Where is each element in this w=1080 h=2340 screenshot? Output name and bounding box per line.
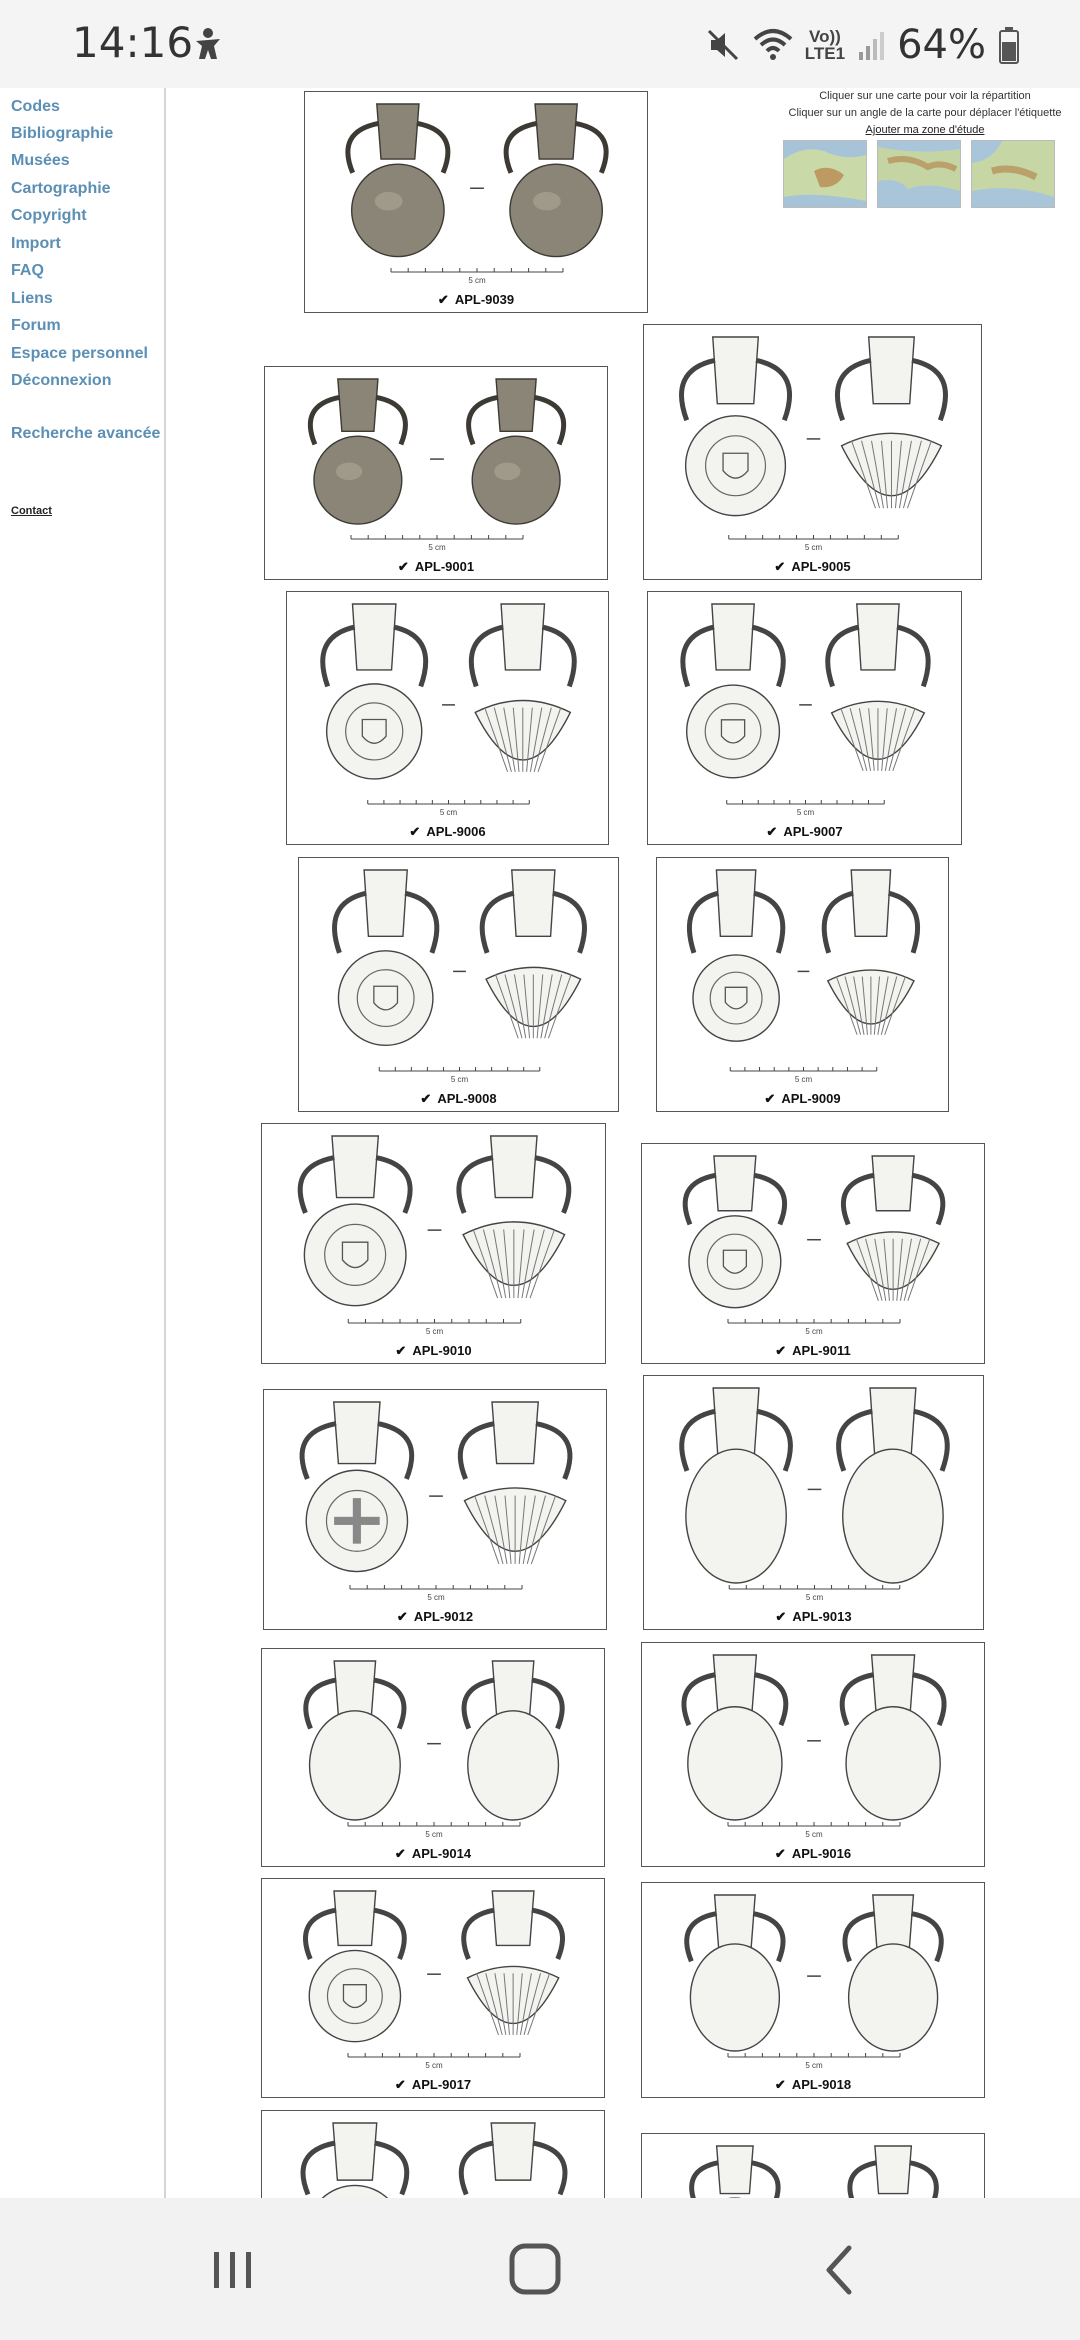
ampoule-image — [262, 1879, 606, 2099]
ampoule-image — [262, 1649, 606, 1868]
scale-bar — [368, 800, 530, 817]
ampoule-drawing — [687, 1895, 783, 2051]
card-code: APL-9012 — [413, 1609, 474, 1624]
ampoule-drawing — [305, 1891, 404, 2042]
battery-icon — [998, 26, 1020, 64]
scale-label: 5 cm — [796, 808, 815, 817]
scale-label: 5 cm — [425, 2061, 443, 2070]
ampoule-card[interactable] — [643, 1375, 984, 1630]
battery-percent: 64% — [897, 22, 986, 68]
ampoule-drawing — [681, 337, 789, 516]
card-code: APL-9011 — [792, 1343, 851, 1358]
scale-bar — [348, 1319, 521, 1336]
ampoule-card[interactable] — [264, 366, 608, 580]
checkmark-icon: ✔ — [775, 1343, 787, 1358]
checkmark-icon: ✔ — [396, 1609, 408, 1624]
ampoule-image — [642, 1144, 986, 1365]
ampoule-drawing — [506, 104, 606, 257]
checkmark-icon: ✔ — [774, 2077, 786, 2092]
ampoule-drawing — [302, 1402, 412, 1572]
ampoule-drawing — [828, 604, 928, 771]
scale-label: 5 cm — [805, 1830, 823, 1839]
checkmark-icon: ✔ — [409, 824, 421, 839]
ampoule-image — [644, 325, 983, 581]
checkmark-icon: ✔ — [394, 1846, 406, 1861]
ampoule-drawing — [323, 604, 426, 779]
scale-label: 5 cm — [427, 1593, 445, 1602]
ampoule-image — [305, 92, 649, 314]
card-code: APL-9008 — [437, 1091, 497, 1106]
ampoule-card[interactable] — [656, 857, 949, 1112]
ampoule-drawing — [842, 1655, 944, 1820]
sidebar-item-deconnexion[interactable]: Déconnexion — [11, 372, 112, 389]
sidebar-item-copyright[interactable]: Copyright — [11, 207, 87, 224]
card-code-label[interactable] — [644, 1609, 983, 1625]
map-instructions — [770, 88, 1080, 139]
sidebar-item-import[interactable]: Import — [11, 235, 61, 252]
ampoule-drawing — [845, 1895, 941, 2051]
scale-bar — [730, 1067, 877, 1084]
ampoule-card[interactable] — [643, 324, 982, 580]
mute-icon — [705, 27, 741, 63]
card-code-label[interactable] — [262, 1343, 605, 1359]
sidebar-item-codes[interactable]: Codes — [11, 98, 60, 115]
scale-bar — [350, 1585, 522, 1602]
accessibility-icon — [190, 26, 226, 62]
card-code: APL-9001 — [414, 559, 475, 574]
scale-bar — [728, 1822, 900, 1839]
ampoule-card[interactable] — [261, 1123, 606, 1364]
card-code: APL-9016 — [791, 1846, 852, 1861]
ampoule-drawing — [459, 1136, 569, 1298]
map-thumbnail-europe[interactable] — [877, 140, 961, 208]
home-icon[interactable] — [500, 2238, 570, 2302]
scale-label: 5 cm — [805, 2061, 823, 2070]
sidebar-item-forum[interactable]: Forum — [11, 317, 61, 334]
scale-bar — [727, 800, 885, 817]
scale-label: 5 cm — [439, 808, 458, 817]
map-instruction-line: Cliquer sur une carte pour voir la répartition — [819, 90, 1031, 102]
ampoule-image — [642, 1883, 986, 2099]
sidebar-item-espace-personnel[interactable]: Espace personnel — [11, 345, 148, 362]
clock: 14:16 — [72, 18, 194, 67]
scale-label: 5 cm — [805, 1593, 824, 1602]
ampoule-drawing — [464, 1661, 562, 1820]
checkmark-icon: ✔ — [437, 292, 449, 307]
ampoule-drawing — [460, 1402, 570, 1564]
ampoule-drawing — [306, 1661, 404, 1820]
ampoule-card[interactable] — [304, 91, 648, 313]
card-code-label[interactable] — [642, 2077, 984, 2093]
map-instruction-line: Cliquer sur un angle de la carte pour déplacer l'étiquette — [788, 107, 1062, 119]
ampoule-image — [262, 1124, 607, 1365]
ampoule-drawing — [348, 104, 448, 257]
scale-label: 5 cm — [450, 1075, 469, 1084]
ampoule-image — [264, 1390, 608, 1631]
network-indicator: Vo)) LTE1 — [804, 27, 846, 63]
checkmark-icon: ✔ — [774, 559, 786, 574]
scale-bar — [351, 535, 523, 552]
ampoule-drawing — [839, 1388, 948, 1583]
scale-label: 5 cm — [804, 543, 823, 552]
ampoule-image — [642, 1643, 986, 1868]
card-code: APL-9014 — [411, 1846, 472, 1861]
card-code: APL-9013 — [792, 1609, 852, 1624]
scale-label: 5 cm — [805, 1327, 823, 1336]
card-code-label[interactable] — [657, 1091, 948, 1107]
card-code-label[interactable] — [262, 2077, 604, 2093]
card-code-label[interactable] — [287, 824, 608, 840]
ampoule-card[interactable] — [641, 1882, 985, 2098]
recent-apps-icon[interactable] — [198, 2238, 268, 2302]
card-code: APL-9005 — [791, 559, 851, 574]
ampoule-card[interactable] — [641, 1143, 985, 1364]
sidebar-item-faq[interactable]: FAQ — [11, 262, 44, 279]
card-code-label[interactable] — [642, 1343, 984, 1359]
ampoule-drawing — [300, 1136, 410, 1306]
ampoule-card[interactable] — [641, 1642, 985, 1867]
ampoule-image — [648, 592, 963, 846]
card-code: APL-9017 — [411, 2077, 472, 2092]
card-code-label[interactable] — [264, 1609, 606, 1625]
scale-bar — [348, 1822, 520, 1839]
back-icon[interactable] — [805, 2238, 875, 2302]
status-bar — [0, 0, 1080, 88]
add-study-zone-link[interactable]: Ajouter ma zone d'étude — [865, 124, 985, 136]
card-code-label[interactable] — [642, 1846, 984, 1862]
scale-label: 5 cm — [428, 543, 446, 552]
ampoule-card[interactable] — [261, 1878, 605, 2098]
ampoule-card[interactable] — [286, 591, 609, 845]
signal-icon — [857, 28, 885, 62]
scale-bar — [348, 2053, 520, 2070]
ampoule-drawing — [684, 1655, 786, 1820]
card-code: APL-9009 — [781, 1091, 841, 1106]
ampoule-drawing — [837, 337, 945, 508]
scale-bar — [728, 2053, 900, 2070]
checkmark-icon: ✔ — [394, 2077, 406, 2092]
ampoule-drawing — [464, 1891, 563, 2035]
sidebar-item-bibliographie[interactable]: Bibliographie — [11, 125, 114, 142]
ampoule-card[interactable] — [261, 1648, 605, 1867]
ampoule-drawing — [310, 379, 405, 524]
ampoule-drawing — [843, 1156, 942, 1301]
advanced-search-link[interactable]: Recherche avancée — [11, 425, 161, 442]
card-code-label[interactable] — [265, 559, 607, 575]
ampoule-image — [265, 367, 609, 581]
checkmark-icon: ✔ — [764, 1091, 776, 1106]
scale-label: 5 cm — [425, 1830, 443, 1839]
sidebar-item-liens[interactable]: Liens — [11, 290, 53, 307]
scale-label: 5 cm — [425, 1327, 444, 1336]
card-code: APL-9006 — [426, 824, 486, 839]
map-thumbnail-france[interactable] — [783, 140, 867, 208]
ampoule-image — [657, 858, 950, 1113]
ampoule-drawing — [683, 604, 783, 778]
scale-label: 5 cm — [794, 1075, 813, 1084]
card-code-label[interactable] — [262, 1846, 604, 1862]
ampoule-drawing — [335, 870, 437, 1045]
scale-bar — [391, 268, 563, 285]
scale-bar — [728, 1319, 900, 1336]
checkmark-icon: ✔ — [766, 824, 778, 839]
ampoule-image — [644, 1376, 985, 1631]
card-code-label[interactable] — [644, 559, 981, 575]
ampoule-card[interactable] — [263, 1389, 607, 1630]
navigation-bar — [0, 2198, 1080, 2340]
ampoule-drawing — [689, 870, 782, 1041]
checkmark-icon: ✔ — [395, 1343, 407, 1358]
scale-bar — [729, 535, 899, 552]
ampoule-image — [299, 858, 620, 1113]
card-code-label[interactable] — [299, 1091, 618, 1107]
card-code-label[interactable] — [305, 292, 647, 308]
sidebar-item-cartographie[interactable]: Cartographie — [11, 180, 111, 197]
ampoule-card[interactable] — [647, 591, 962, 845]
card-code: APL-9007 — [783, 824, 843, 839]
ampoule-drawing — [682, 1388, 791, 1583]
sidebar-item-musees[interactable]: Musées — [11, 152, 70, 169]
scale-bar — [729, 1585, 900, 1602]
ampoule-drawing — [469, 379, 564, 524]
checkmark-icon: ✔ — [397, 559, 409, 574]
map-thumbnail-west-europe[interactable] — [971, 140, 1055, 208]
scale-bar — [379, 1067, 540, 1084]
ampoule-drawing — [685, 1156, 784, 1308]
checkmark-icon: ✔ — [774, 1846, 786, 1861]
contact-link[interactable]: Contact — [11, 505, 52, 517]
checkmark-icon: ✔ — [420, 1091, 432, 1106]
card-code-label[interactable] — [648, 824, 961, 840]
ampoule-drawing — [482, 870, 584, 1038]
map-thumbnails — [783, 140, 1055, 208]
checkmark-icon: ✔ — [775, 1609, 787, 1624]
ampoule-card[interactable] — [298, 857, 619, 1112]
ampoule-drawing — [824, 870, 917, 1035]
ampoule-image — [287, 592, 610, 846]
card-code: APL-9010 — [412, 1343, 472, 1358]
scale-label: 5 cm — [468, 276, 486, 285]
sidebar — [0, 88, 166, 2198]
card-code: APL-9039 — [454, 292, 515, 307]
ampoule-drawing — [471, 604, 574, 772]
card-code: APL-9018 — [791, 2077, 852, 2092]
wifi-icon — [753, 27, 793, 63]
